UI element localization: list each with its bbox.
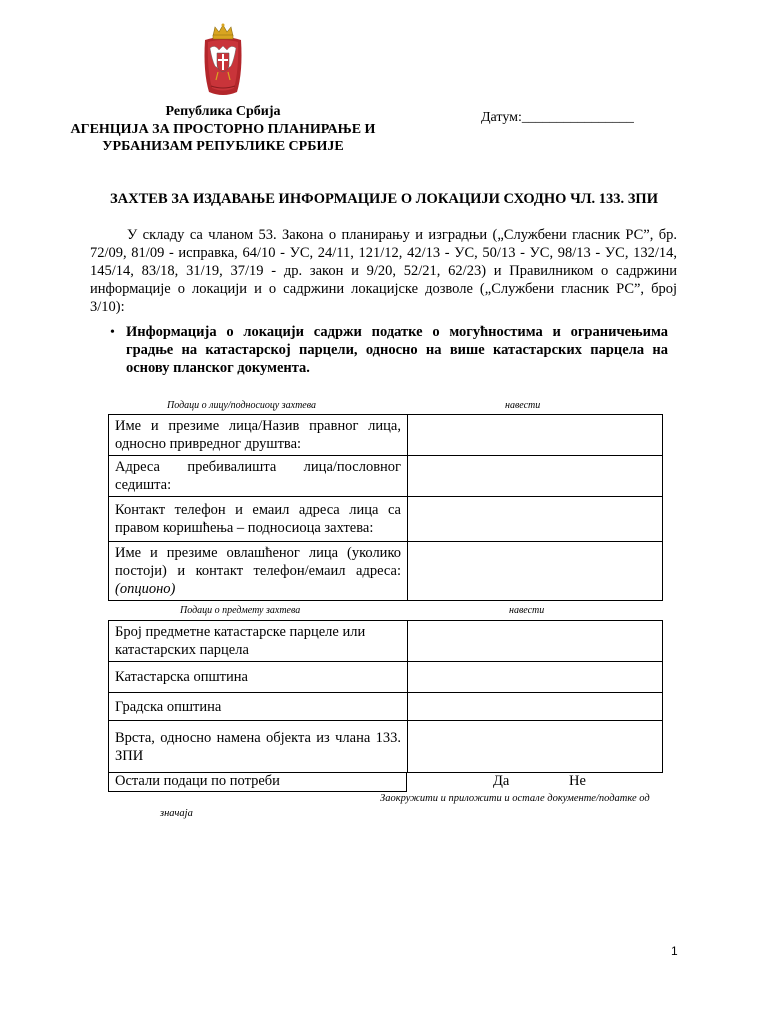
table-row (109, 693, 663, 721)
optional-note: (опционо) (115, 581, 176, 597)
cadastral-municipality-field[interactable] (408, 662, 663, 693)
applicant-caption-right: навести (505, 400, 541, 411)
table-row (109, 497, 663, 542)
authorized-person-label-text: Име и презиме овлашћеног лица (уколико постоји) и контакт телефон/емаил адреса: (115, 545, 401, 579)
city-municipality-field[interactable] (408, 693, 663, 721)
subject-caption: Подаци о предмету захтева (180, 605, 301, 616)
applicant-table (108, 414, 663, 601)
option-yes[interactable]: Да (493, 773, 510, 789)
page-number: 1 (671, 944, 678, 958)
city-municipality-label: Градска општина (109, 693, 408, 721)
option-no[interactable]: Не (569, 773, 586, 789)
cadastral-municipality-label: Катастарска општина (109, 662, 408, 693)
applicant-contact-field[interactable] (408, 497, 663, 542)
applicant-name-label: Име и презиме лица/Назив правног лица, односно привредног друштва: (109, 415, 408, 456)
applicant-caption: Подаци о лицу/подносиоцу захтева (167, 400, 316, 411)
table-row (109, 621, 663, 662)
attachment-note-line2: значаја (160, 808, 193, 819)
country-name: Република Србија (165, 104, 281, 119)
subject-caption-right: навести (509, 605, 545, 616)
table-row (109, 662, 663, 693)
table-row (109, 721, 663, 773)
bullet-icon: • (110, 325, 115, 340)
object-type-label: Врста, односно намена објекта из члана 133. ЗПИ (109, 721, 408, 773)
agency-name-line1: АГЕНЦИЈА ЗА ПРОСТОРНО ПЛАНИРАЊЕ И (70, 122, 376, 137)
applicant-address-field[interactable] (408, 456, 663, 497)
authorized-person-field[interactable] (408, 542, 663, 601)
applicant-address-label: Адреса пребивалишта лица/пословног седишта: (109, 456, 408, 497)
table-row (109, 456, 663, 497)
other-data-cell (108, 772, 407, 792)
table-row (109, 415, 663, 456)
parcel-number-label: Број предметне катастарске парцеле или катастарских парцела (109, 621, 408, 662)
applicant-name-field[interactable] (408, 415, 663, 456)
bullet-text: Информација о локацији садржи податке о могућностима и ограничењима градње на катастарској парцели, односно на више катастарских парцела на основу планског документа. (126, 324, 668, 376)
table-row (109, 542, 663, 601)
attachment-note-line1: Заокружити и приложити и остале документе/податке од (380, 793, 650, 804)
serbia-coat-of-arms-icon (201, 22, 245, 98)
agency-name-line2: УРБАНИЗАМ РЕПУБЛИКЕ СРБИЈЕ (102, 139, 344, 154)
object-type-field[interactable] (408, 721, 663, 773)
parcel-number-field[interactable] (408, 621, 663, 662)
authorized-person-label (109, 542, 408, 601)
date-field[interactable]: Датум:________________ (481, 110, 634, 125)
other-data-label: Остали подаци по потреби (115, 773, 280, 789)
intro-paragraph: У складу са чланом 53. Закона о планирању и изградњи („Службени гласник РС”, бр. 72/09, 81/09 - исправка, 64/10 - УС, 24/11, 121/12, 42/13 - УС, 50/13 - УС, 98/13 - УС, 132/14, 145/14, 83/18, 31/19, 37/19 - др. закон и 9/20, 52/21, 62/23) и Правилником о садржини информације о локацији и о садржини локацијске дозволе („Службени гласник РС”, број 3/10): (90, 227, 677, 315)
applicant-contact-label: Контакт телефон и емаил адреса лица са правом коришћења – подносиоца захтева: (109, 497, 408, 542)
subject-table (108, 620, 663, 773)
document-title: ЗАХТЕВ ЗА ИЗДАВАЊЕ ИНФОРМАЦИЈЕ О ЛОКАЦИЈИ СХОДНО ЧЛ. 133. ЗПИ (110, 191, 658, 207)
